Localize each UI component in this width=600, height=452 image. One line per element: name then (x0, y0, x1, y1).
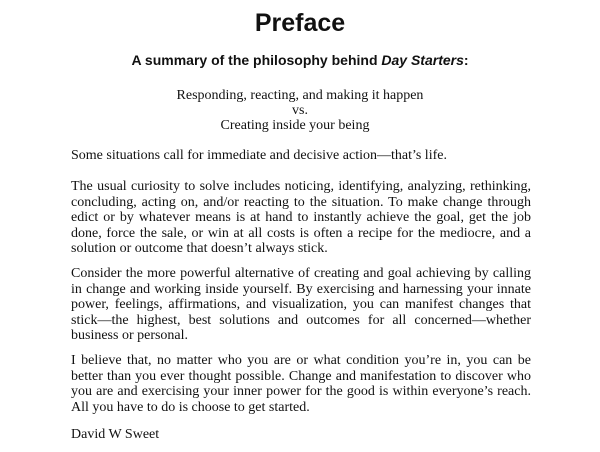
contrast-line-2: Creating inside your being (220, 118, 370, 133)
subtitle-suffix: : (463, 52, 469, 68)
contrast-line-1: Responding, reacting, and making it happen (176, 88, 424, 103)
author-signature: David W Sweet (71, 427, 160, 442)
contrast-block (0, 88, 600, 133)
book-title: Day Starters (381, 52, 464, 68)
paragraph-2: The usual curiosity to solve includes noticing, identifying, analyzing, rethinking, concluding, acting on, and/or reacting to the situation. To make change through edict or by whatever means is at hand to instantly achieve the goal, get the job done, force the sale, or win at all costs is often a recipe for the mediocre, and a solution or outcome that doesn’t always stick. (71, 179, 531, 256)
contrast-versus: vs. (292, 103, 308, 118)
page-title: Preface (254, 9, 346, 37)
page-subtitle (0, 51, 600, 69)
paragraph-1: Some situations call for immediate and decisive action—that’s life. (71, 148, 447, 163)
paragraph-4: I believe that, no matter who you are or what condition you’re in, you can be better than you ever thought possible. Change and manifestation to discover who you are and exercising your inner power for the good is within everyone’s reach. All you have to do is choose to get started. (71, 353, 531, 415)
subtitle-prefix: A summary of the philosophy behind (131, 52, 382, 68)
paragraph-3: Consider the more powerful alternative of creating and goal achieving by calling in change and working inside yourself. By exercising and harnessing your innate power, feelings, affirmations, and visualization, you can manifest changes that stick—the highest, best solutions and outcomes for all concerned—whether business or personal. (71, 266, 531, 343)
